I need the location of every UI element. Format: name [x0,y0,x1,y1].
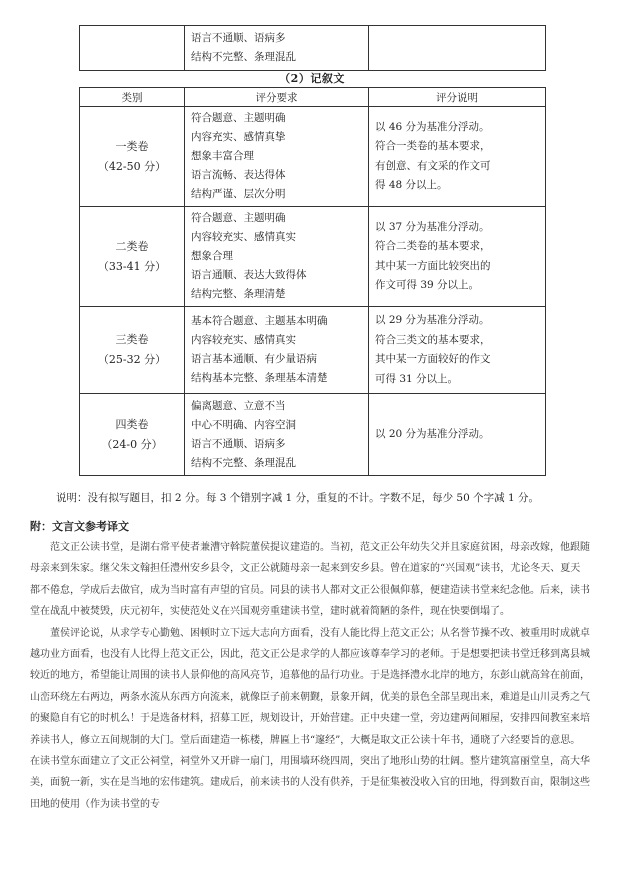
requirement-line: 内容较充实、感情真实 [191,334,296,346]
note-line: 以 46 分为基准分浮动。 [375,120,490,133]
requirement-line: 内容充实、感情真挚 [191,131,286,143]
requirement-line: 符合题意、主题明确 [191,112,286,124]
requirement-line: 语言不通顺、语病多 [191,437,286,450]
requirement-line: 符合题意、主题明确 [191,212,286,224]
notes-cell-empty [369,26,546,71]
note-line: 可得 31 分以上。 [375,372,459,385]
category-range: （33-41 分） [97,259,167,273]
scoring-note: 说明：没有拟写题目，扣 2 分。每 3 个错别字减 1 分，重复的不计。字数不足，每少 50 个字减 1 分。 [56,492,539,504]
requirement-line: 结构严谨、层次分明 [191,188,286,200]
note-line: 以 29 分为基准分浮动。 [375,314,490,326]
requirement-line: 结构基本完整、条理基本清楚 [191,372,328,384]
category-cell-empty [80,26,185,71]
category-range: （25-32 分） [97,353,167,366]
table-row [80,207,546,307]
requirement-line: 结构不完整、条理混乱 [191,456,296,469]
note-line: 其中某一方面较好的作文 [375,353,491,365]
category-name: 四类卷 [115,417,149,431]
paragraph-text: 董侯评论说，从求学专心勤勉、困顿时立下远大志向方面看，没有人能比得上范文正公；从名誉节操不改、被重用时成就卓越功业方面看，也没有人比得上范文正公，因此，范文正公是求学的人都应该尊奉学习的老师。于是想要把读书堂迁移到离县城较近的地方，希望能让周围的读书人景仰他的高风亮节，追慕他的品行功业。于是选择澧水北岸的地方，东彭山就高耸在前面，山峦环绕左右两边，两条水流从东西方向流来，就像臣子前来朝觐，景象开阔，优美的景色全部呈现出来，难道是山川灵秀之气的聚隐自有它的时机么！于是选备材料，招募工匠，规划设计，开始营建。正中央建一堂，旁边建两间厢屋，安排四间教室来培养读书人，修立五间规制的大门。堂后面建造一栋楼，牌匾上书“邃经”，大概是取文正公读十年书，通晓了六经要旨的意思。在读书堂东面建立了文正公祠堂，祠堂外又开辟一扇门，用围墙环绕四周，突出了地形山势的壮阔。整片建筑富丽堂皇，高大华美，面貌一新，实在是当地的宏伟建筑。建成后，前来读书的人没有供养，于是征集被没收入官的田地，得到数百亩，限制这些田地的使用（作为读书堂的专 [30,627,590,810]
requirement-line: 语言不通顺、语病多 [191,32,286,44]
requirement-line: 语言通顺、表达大致得体 [191,269,307,281]
notes-cell [369,394,546,476]
note-line: 符合三类文的基本要求， [375,333,491,346]
table-header-row [80,88,546,107]
category-name: 一类卷 [115,139,149,153]
table-row [80,307,546,394]
header-category: 类别 [80,88,185,107]
header-notes: 评分说明 [369,88,546,107]
requirement-line: 偏离题意、立意不当 [191,399,286,412]
requirements-cell [185,394,369,476]
requirement-line: 中心不明确、内容空洞 [191,418,296,431]
table-row [80,107,546,207]
category-cell [80,307,185,394]
note-line: 符合一类卷的基本要求， [375,140,491,152]
category-range: （24-0 分） [101,437,163,451]
requirement-line: 语言基本通顺、有少量语病 [191,353,317,365]
category-name: 二类卷 [115,239,149,253]
requirement-line: 想象丰富合理 [191,150,254,162]
category-name: 三类卷 [115,333,149,346]
translation-body [30,537,590,815]
requirements-cell [185,207,369,307]
requirement-line: 结构完整、条理清楚 [191,288,286,300]
note-line: 有创意、有文采的作文可 [375,159,491,172]
requirements-cell [185,307,369,394]
category-cell [80,394,185,476]
requirements-cell [185,107,369,207]
top-table-continuation [79,25,546,71]
requirement-line: 想象合理 [191,250,233,262]
note-line: 得 48 分以上。 [375,179,448,191]
category-cell [80,207,185,307]
notes-cell [369,307,546,394]
requirement-line: 语言流畅、表达得体 [191,169,286,181]
paragraph-text: 范文正公读书堂，是湖右常平使者兼漕守斡院董侯提议建造的。当初，范文正公年幼失父并且家庭贫困，母亲改嫁，他跟随母亲来到朱家。继父朱文翰担任澧州安乡县令，文正公就随母亲一起来到安乡县。曾在道家的“兴国观”读书，尤论冬天、夏天都不倦怠，学成后去做官，成为当时富有声望的官员。同县的读书人都对文正公很佩仰慕，便建造读书堂来纪念他。后来，读书堂在战乱中被焚毁，庆元初年，实使范处义在兴国观旁重建读书堂，建时就着简陋的条件，现在快要倒塌了。 [30,542,590,618]
requirement-line: 基本符合题意、主题基本明确 [191,315,328,327]
notes-cell [369,207,546,307]
requirement-line: 结构不完整、条理混乱 [191,51,296,63]
category-range: （42-50 分） [97,159,167,173]
table-row [80,394,546,476]
note-line: 以 37 分为基准分浮动。 [375,220,490,233]
category-cell [80,107,185,207]
paragraph [30,623,590,816]
grading-table [79,87,546,476]
requirement-line: 内容较充实、感情真实 [191,231,296,243]
paragraph [30,537,590,623]
appendix-title: 附：文言文参考译文 [30,520,129,533]
requirements-cell [185,26,369,71]
note-line: 其中某一方面比较突出的 [375,259,491,272]
notes-cell [369,107,546,207]
note-line: 符合二类卷的基本要求， [375,240,491,252]
note-line: 作文可得 39 分以上。 [375,279,480,291]
note-line: 以 20 分为基准分浮动。 [375,427,490,440]
section-title: （2）记叙文 [279,72,345,85]
header-requirements: 评分要求 [185,88,369,107]
